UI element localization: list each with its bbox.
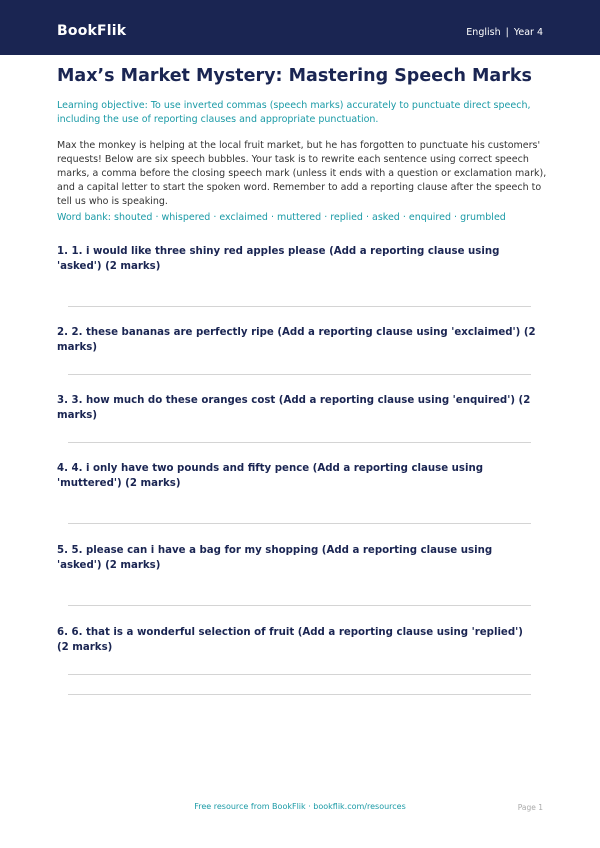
year-label: Year 4 [513,27,543,38]
header-bar [0,0,600,55]
answer-line-6a[interactable] [68,674,531,675]
answer-line-5[interactable] [68,605,531,606]
question-1: 1. 1. i would like three shiny red apples please (Add a reporting clause using 'asked') (2 marks) [57,246,500,272]
instructions: Max the monkey is helping at the local fruit market, but he has forgotten to punctuate his customers' requests! Below are six speech bubbles. Your task is to rewrite each sentence using correct speech marks, a comma before the closing speech mark (unless it ends with a question or exclamation mark), and a capital letter to start the spoken word. Remember to add a reporting clause after the speech to tell us who is speaking. [57,140,547,207]
subject-label: English [466,27,501,38]
subject-year [466,27,543,38]
brand-logo[interactable]: BookFlik [57,23,127,39]
question-2: 2. 2. these bananas are perfectly ripe (Add a reporting clause using 'exclaimed') (2 marks) [57,327,536,353]
answer-line-1[interactable] [68,306,531,307]
footer-resource-link[interactable]: Free resource from BookFlik · bookflik.com/resources [194,802,406,811]
page-number: Page 1 [517,803,543,812]
question-5: 5. 5. please can i have a bag for my shopping (Add a reporting clause using 'asked') (2 marks) [57,545,493,571]
word-bank: Word bank: shouted · whispered · exclaimed · muttered · replied · asked · enquired · grumbled [57,212,506,223]
answer-line-3[interactable] [68,442,531,443]
answer-line-2[interactable] [68,374,531,375]
learning-objective: Learning objective: To use inverted commas (speech marks) accurately to punctuate direct speech, including the use of reporting clauses and appropriate punctuation. [57,100,531,125]
question-3: 3. 3. how much do these oranges cost (Add a reporting clause using 'enquired') (2 marks) [57,395,531,421]
question-4: 4. 4. i only have two pounds and fifty pence (Add a reporting clause using 'muttered') (2 marks) [57,463,484,489]
answer-line-4[interactable] [68,523,531,524]
question-6: 6. 6. that is a wonderful selection of fruit (Add a reporting clause using 'replied') (2 marks) [57,627,523,653]
meta-separator: | [505,27,509,38]
page-title: Max’s Market Mystery: Mastering Speech Marks [57,66,532,86]
answer-line-6b[interactable] [68,694,531,695]
